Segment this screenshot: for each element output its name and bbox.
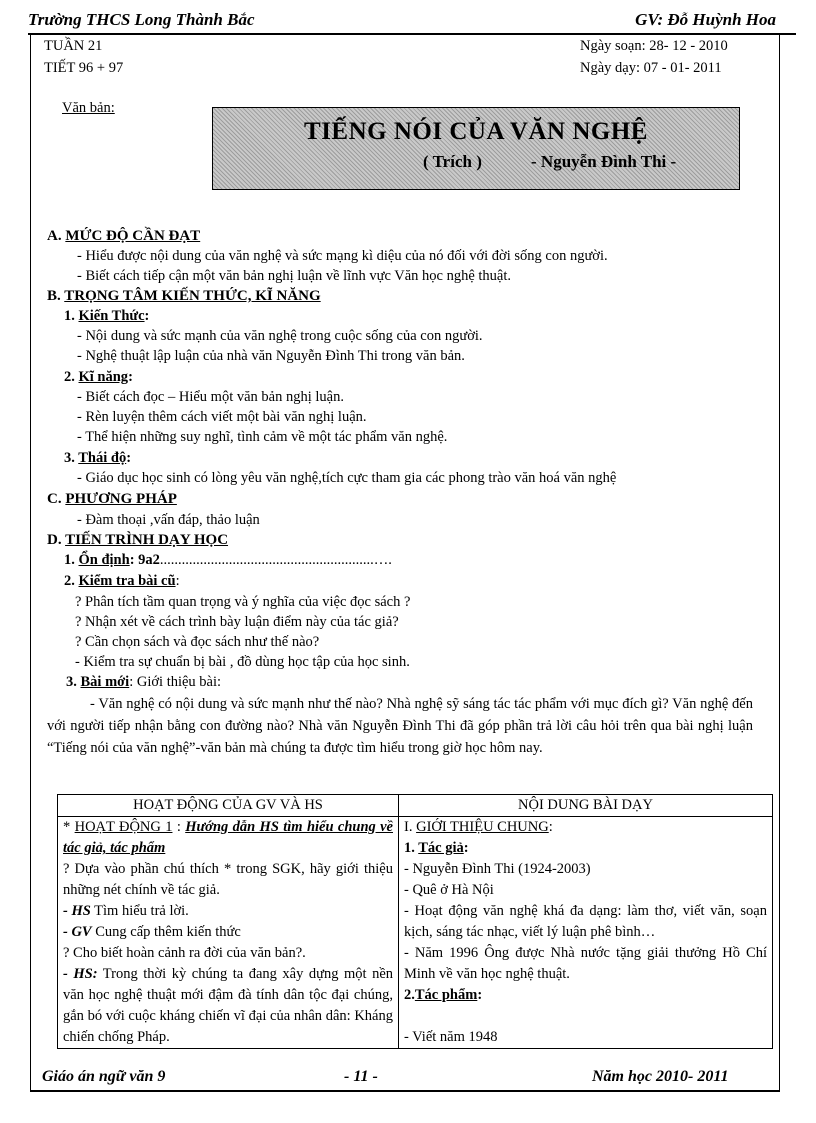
- section-b1-line-2: - Nghệ thuật lập luận của nhà văn Nguyễn Đình Thi trong văn bản.: [77, 348, 465, 364]
- section-b-heading: B. TRỌNG TÂM KIẾN THỨC, KĨ NĂNG: [47, 288, 321, 304]
- page-number: - 11 -: [344, 1068, 378, 1085]
- section-b3-heading: 3. Thái độ:: [64, 450, 132, 466]
- table-row: [58, 817, 773, 1049]
- intro-paragraph: - Văn nghệ có nội dung và sức mạnh như thế nào? Nhà nghệ sỹ sáng tác tác phẩm với mục đích gì? Văn nghệ đến với người tiếp nhận bằng con đường nào? Nhà văn Nguyễn Đình Thi đã góp phần trả lời câu hỏi trên qua bài nghị luận “Tiếng nói của văn nghệ”-văn bản mà chúng ta được tìm hiểu trong giờ học hôm nay.: [47, 696, 753, 756]
- author-line-4: - Năm 1996 Ông được Nhà nước tặng giải thưởng Hồ Chí Minh về văn học nghệ thuật.: [404, 945, 767, 982]
- gv-note: - GV Cung cấp thêm kiến thức: [63, 924, 241, 940]
- author-line-1: - Nguyễn Đình Thi (1924-2003): [404, 861, 591, 877]
- header-content: NỘI DUNG BÀI DẠY: [399, 795, 773, 817]
- section-d3-line: 3. Bài mới: Giới thiệu bài:: [66, 674, 222, 690]
- week-label: TUẦN 21: [44, 38, 103, 54]
- section-d2-line-4: - Kiểm tra sự chuẩn bị bài , đồ dùng học tập của học sinh.: [75, 654, 410, 670]
- author-line-2: - Quê ở Hà Nội: [404, 882, 494, 898]
- title-box: [212, 107, 740, 190]
- section-c-heading: C. PHƯƠNG PHÁP: [47, 491, 177, 507]
- section-a-line-1: - Hiểu được nội dung của văn nghệ và sức mạng kì diệu của nó đối với đời sống con người.: [77, 248, 608, 264]
- question-2: ? Cho biết hoàn cảnh ra đời của văn bản?.: [63, 945, 306, 961]
- section-d2-line-2: ? Nhận xét về cách trình bày luận điểm này của tác giả?: [75, 614, 399, 630]
- section-a-heading: A. MỨC ĐỘ CẦN ĐẠT: [47, 228, 201, 244]
- section-c-line-1: - Đàm thoại ,vấn đáp, thảo luận: [77, 512, 260, 528]
- section-b1-line-1: - Nội dung và sức mạnh của văn nghệ trong cuộc sống của con người.: [77, 328, 483, 344]
- hs-answer-2: - HS: Trong thời kỳ chúng ta đang xây dựng một nền văn học nghệ thuật mới đậm đà tính dân tộc đại chúng, gắn bó với cuộc kháng chiến vĩ đại của nhân dân: Kháng chiến chống Pháp.: [63, 966, 394, 1045]
- section-a-line-2: - Biết cách tiếp cận một văn bản nghị luận về lĩnh vực Văn học nghệ thuật.: [77, 268, 512, 284]
- text-label: Văn bản:: [62, 100, 115, 116]
- section-b2-heading: 2. Kĩ năng:: [64, 369, 133, 385]
- activities-cell: [58, 817, 399, 1049]
- question-1: ? Dựa vào phần chú thích * trong SGK, hãy giới thiệu những nét chính về tác giả.: [63, 861, 393, 898]
- period-label: TIẾT 96 + 97: [44, 60, 124, 76]
- section-b2-line-2: - Rèn luyện thêm cách viết một bài văn nghị luận.: [77, 409, 367, 425]
- lesson-excerpt-note: ( Trích ): [423, 152, 482, 171]
- lesson-table: [57, 794, 773, 1049]
- section-d2-line-3: ? Cần chọn sách và đọc sách như thế nào?: [75, 634, 320, 650]
- section-b2-line-3: - Thể hiện những suy nghĩ, tình cảm về một tác phẩm văn nghệ.: [77, 429, 448, 445]
- footer-right: Năm học 2010- 2011: [592, 1068, 729, 1085]
- lesson-title: TIẾNG NÓI CỦA VĂN NGHỆ: [304, 118, 648, 145]
- section-d1-line: 1. Ổn định: 9a2...........................................................….: [64, 552, 392, 568]
- section-b2-line-1: - Biết cách đọc – Hiểu một văn bản nghị luận.: [77, 389, 344, 405]
- author-line-3: - Hoạt động văn nghệ khá đa dạng: làm thơ, viết văn, soạn kịch, sáng tác nhạc, viết lý luận phê bình…: [404, 903, 767, 940]
- section-b1-heading: 1. Kiến Thức:: [64, 308, 150, 324]
- section-d-heading: D. TIẾN TRÌNH DẠY HỌC: [47, 532, 229, 548]
- section-b3-line-1: - Giáo dục học sinh có lòng yêu văn nghệ,tích cực tham gia các phong trào văn hoá văn nghệ: [77, 470, 617, 486]
- hs-answer-1: - HS Tìm hiểu trả lời.: [63, 903, 189, 919]
- school-name: Trường THCS Long Thành Bắc: [28, 10, 255, 29]
- author-heading: 1. Tác giả:: [404, 840, 469, 856]
- footer-rule: [30, 1090, 780, 1092]
- content-section-heading: I. GIỚI THIỆU CHUNG:: [404, 819, 553, 835]
- work-heading: 2.Tác phẩm:: [404, 987, 483, 1003]
- teach-date: Ngày dạy: 07 - 01- 2011: [580, 60, 722, 76]
- work-line-1: - Viết năm 1948: [404, 1029, 498, 1045]
- teacher-name: GV: Đỗ Huỳnh Hoa: [635, 10, 776, 29]
- prep-date: Ngày soạn: 28- 12 - 2010: [580, 38, 728, 54]
- footer-left: Giáo án ngữ văn 9: [42, 1068, 166, 1085]
- section-d2-line-1: ? Phân tích tầm quan trọng và ý nghĩa của việc đọc sách ?: [75, 594, 411, 610]
- content-cell: [399, 817, 773, 1049]
- activity-1-heading: * HOẠT ĐỘNG 1 : Hướng dẫn HS tìm hiểu chung về tác giả, tác phẩm: [63, 819, 393, 856]
- table-header-row: [58, 795, 773, 817]
- lesson-author: - Nguyễn Đình Thi -: [531, 152, 677, 171]
- section-d2-heading: 2. Kiểm tra bài cũ:: [64, 573, 180, 589]
- header-activities: HOẠT ĐỘNG CỦA GV VÀ HS: [58, 795, 399, 817]
